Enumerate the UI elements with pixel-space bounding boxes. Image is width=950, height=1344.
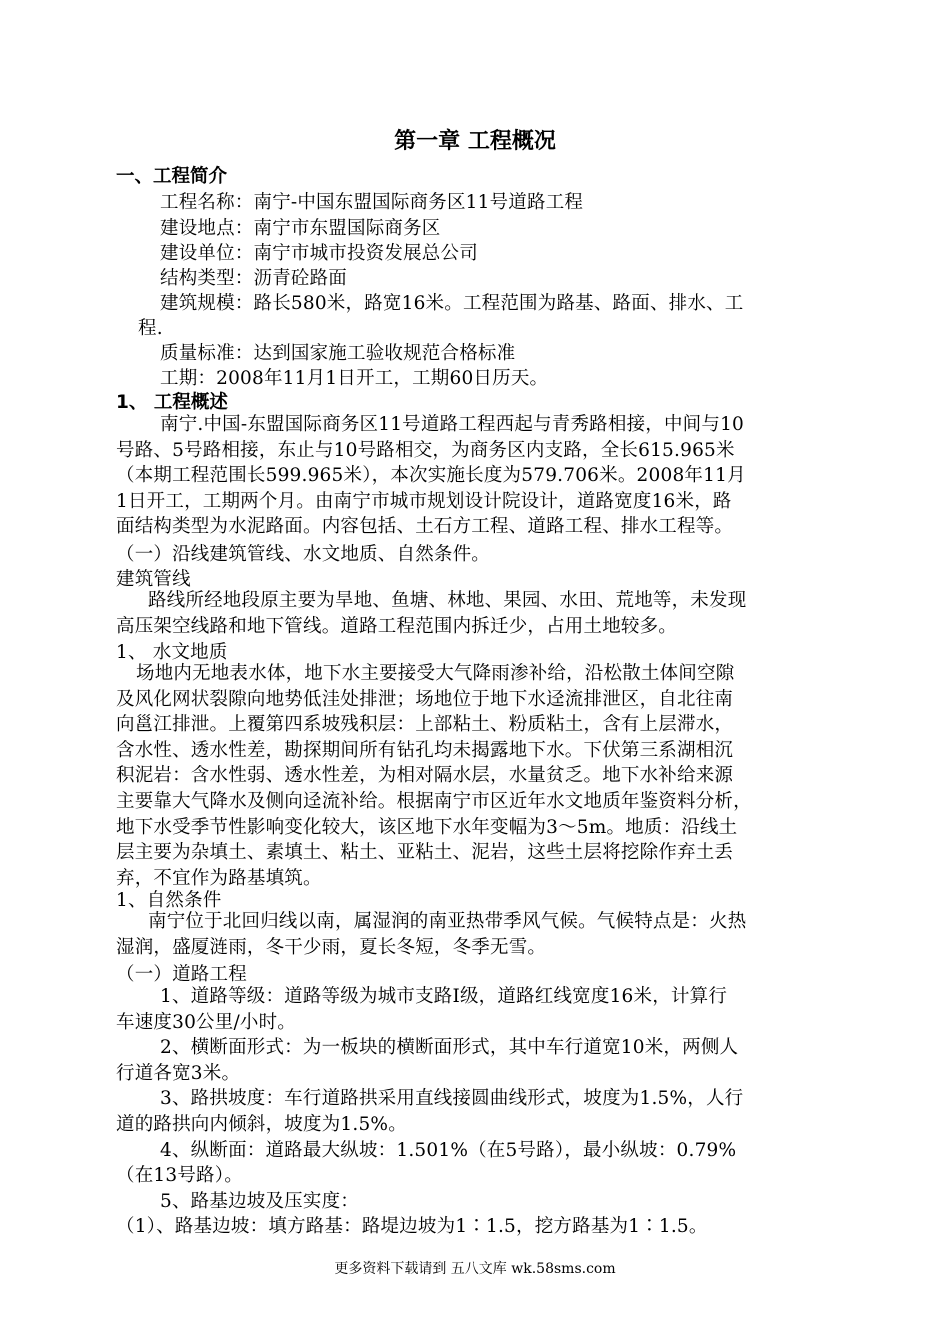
text-line: 道的路拱向内倾斜，坡度为1.5%。 [116, 1113, 407, 1135]
text-line: 3、路拱坡度：车行道路拱采用直线接圆曲线形式，坡度为1.5%，人行 [160, 1088, 744, 1110]
natural-heading: 1、自然条件 [116, 890, 222, 911]
chapter-title: 第一章 工程概况 [394, 129, 556, 154]
text-line: 5、路基边坡及压实度： [160, 1190, 359, 1212]
text-line: 高压架空线路和地下管线。道路工程范围内拆迁少，占用土地较多。 [116, 615, 678, 637]
natural-paragraph [116, 909, 746, 960]
text-line: 车速度30公里/小时。 [116, 1011, 296, 1033]
text-line: 层主要为杂填土、素填土、粘土、亚粘土、泥岩，这些土层将挖除作弃土丢 [116, 842, 734, 864]
road-heading: （一）道路工程 [116, 964, 247, 985]
text-line: 4、纵断面：道路最大纵坡：1.501%（在5号路），最小纵坡：0.79% [160, 1139, 737, 1161]
pipeline-heading: 建筑管线 [116, 569, 191, 590]
pipeline-paragraph [116, 588, 746, 639]
text-line: 1、道路等级：道路等级为城市支路Ⅰ级，道路红线宽度16米，计算行 [160, 986, 728, 1007]
text-line: 含水性、透水性差，勘探期间所有钻孔均未揭露地下水。下伏第三系湖相沉 [116, 739, 734, 761]
text-line: （在13号路）。 [116, 1165, 243, 1187]
text-line: 号路、5号路相接，东止与10号路相交，为商务区内支路，全长615.965米 [116, 439, 735, 461]
text-line: 及风化网状裂隙向地势低洼处排泄；场地位于地下水迳流排泄区，自北往南 [116, 688, 734, 710]
footer-link-text: 更多资料下载请到 五八文库 wk.58sms.com [334, 1261, 616, 1277]
section-heading-intro: 一、工程简介 [116, 166, 228, 187]
text-line: 向邕江排泄。上覆第四系坡残积层：上部粘土、粉质粘土，含有上层滞水， [116, 714, 734, 736]
overview-paragraph [116, 412, 746, 540]
subsection-heading: （一）沿线建筑管线、水文地质、自然条件。 [116, 544, 491, 565]
text-line: 2、横断面形式：为一板块的横断面形式，其中车行道宽10米，两侧人 [160, 1037, 739, 1059]
hydro-paragraph [116, 661, 752, 891]
build-scale-line2: 程. [138, 318, 163, 339]
text-line: 场地内无地表水体，地下水主要接受大气降雨渗补给，沿松散土体间空隙 [136, 663, 735, 684]
text-line: 主要靠大气降水及侧向迳流补给。根据南宁市区近年水文地质年鉴资料分析， [116, 790, 752, 812]
text-line: （本期工程范围长599.965米），本次实施长度为579.706米。2008年11月 [116, 465, 746, 487]
section-heading-overview: 1、 工程概述 [116, 392, 228, 413]
text-line: 弃，不宜作为路基填筑。 [116, 867, 322, 889]
text-line: 南宁.中国-东盟国际商务区11号道路工程西起与青秀路相接，中间与10 [160, 414, 745, 435]
text-line: 积泥岩：含水性弱、透水性差，为相对隔水层，水量贫乏。地下水补给来源 [116, 765, 734, 787]
structure-type: 结构类型：沥青砼路面 [160, 268, 348, 289]
build-scale-line1: 建筑规模：路长580米，路宽16米。工程范围为路基、路面、排水、工 [160, 293, 744, 314]
text-line: 行道各宽3米。 [116, 1062, 241, 1084]
quality-standard: 质量标准：达到国家施工验收规范合格标准 [160, 343, 516, 364]
text-line: 湿润，盛厦涟雨，冬干少雨，夏长冬短，冬季无雪。 [116, 936, 547, 958]
project-name: 工程名称：南宁-中国东盟国际商务区11号道路工程 [160, 192, 584, 213]
text-line: 1日开工，工期两个月。由南宁市城市规划设计院设计，道路宽度16米，路 [116, 490, 732, 512]
build-owner: 建设单位：南宁市城市投资发展总公司 [160, 243, 478, 264]
build-location: 建设地点：南宁市东盟国际商务区 [160, 218, 441, 239]
road-paragraph [116, 984, 743, 1240]
project-period: 工期：2008年11月1日开工，工期60日历天。 [160, 368, 549, 389]
text-line: 面结构类型为水泥路面。内容包括、土石方工程、道路工程、排水工程等。 [116, 516, 734, 538]
text-line: 地下水受季节性影响变化较大，该区地下水年变幅为3～5m。地质：沿线土 [116, 816, 738, 838]
text-line: 南宁位于北回归线以南，属湿润的南亚热带季风气候。气候特点是：火热 [148, 911, 747, 932]
hydro-heading: 1、 水文地质 [116, 642, 228, 663]
text-line: 路线所经地段原主要为旱地、鱼塘、林地、果园、水田、荒地等，未发现 [148, 590, 747, 611]
text-line: （1）、路基边坡：填方路基：路堤边坡为1∶1.5，挖方路基为1∶1.5。 [116, 1216, 708, 1238]
